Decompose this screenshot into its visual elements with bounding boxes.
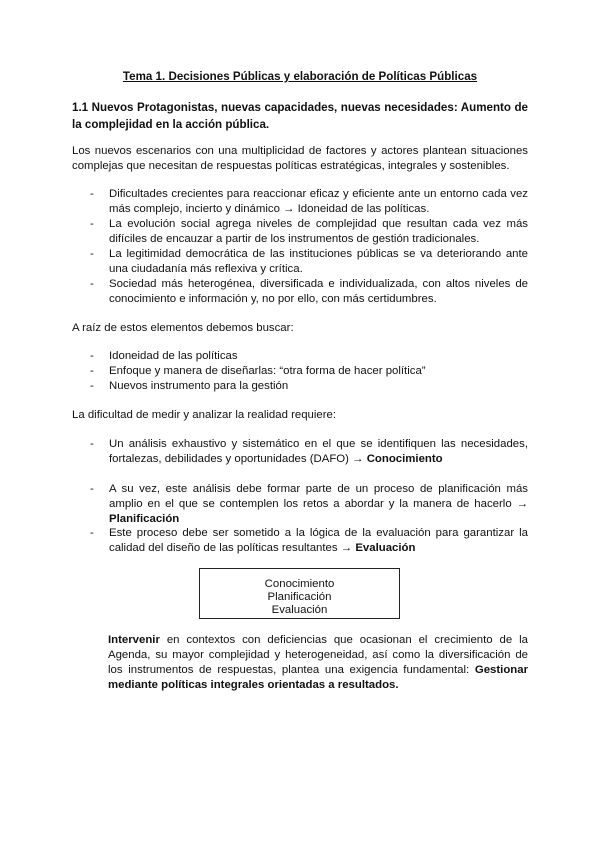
requirement-keyword: Evaluación xyxy=(355,542,416,554)
requirement-item-1 xyxy=(90,437,528,467)
difficulties-list xyxy=(90,187,528,307)
requirement-item-3 xyxy=(90,526,528,556)
box-line: Evaluación xyxy=(271,604,328,616)
requirement-text: Este proceso debe ser sometido a la lógica de la evaluación para garantizar la calidad del diseño de las políticas resultantes → xyxy=(109,527,528,554)
list-item: - Sociedad más heterogénea, diversificada e individualizada, con altos niveles de conocimiento e información y, no por ello, con más certidumbres. xyxy=(90,277,528,307)
list-item xyxy=(90,482,528,527)
closing-text: en contextos con deficiencias que ocasionan el crecimiento de la Agenda, su mayor complejidad y heterogeneidad, así como la diversificación de los instrumentos de respuestas, plantea una exigencia fundamental: xyxy=(108,634,528,676)
search-list xyxy=(90,349,528,394)
requirement-keyword: Planificación xyxy=(109,513,180,525)
box-line: Planificación xyxy=(267,591,332,603)
list-item: - Idoneidad de las políticas xyxy=(90,349,528,364)
requirement-item-2 xyxy=(90,482,528,527)
requirement-text: A su vez, este análisis debe formar parte de un proceso de planificación más amplio en el que se contemplen los retos a abordar y la manera de hacerlo → xyxy=(109,483,528,510)
summary-box xyxy=(199,568,400,619)
search-intro: A raíz de estos elementos debemos buscar: xyxy=(72,322,294,334)
closing-lead: Intervenir xyxy=(108,634,160,646)
intro-paragraph: Los nuevos escenarios con una multiplicidad de factores y actores plantean situaciones complejas que necesitan de respuestas políticas estratégicas, integrales y sostenibles. xyxy=(72,145,528,172)
box-line: Conocimiento xyxy=(264,578,335,590)
requires-intro: La dificultad de medir y analizar la realidad requiere: xyxy=(72,409,337,421)
page-title: Tema 1. Decisiones Públicas y elaboración de Políticas Públicas xyxy=(122,70,478,83)
section-heading: 1.1 Nuevos Protagonistas, nuevas capacidades, nuevas necesidades: Aumento de la complejidad en la acción pública. xyxy=(72,101,528,131)
list-item: - La evolución social agrega niveles de complejidad que resultan cada vez más difíciles de encauzar a partir de los instrumentos de gestión tradicionales. xyxy=(90,217,528,247)
list-item: - Enfoque y manera de diseñarlas: “otra forma de hacer política” xyxy=(90,364,528,379)
list-item: - Dificultades crecientes para reaccionar eficaz y eficiente ante un entorno cada vez más complejo, incierto y dinámico → Idoneidad de las políticas. xyxy=(90,187,528,217)
requirement-keyword: Conocimiento xyxy=(366,453,443,465)
closing-paragraph xyxy=(108,633,528,693)
list-item xyxy=(90,437,528,467)
requirement-text: Un análisis exhaustivo y sistemático en el que se identifiquen las necesidades, fortalezas, debilidades y oportunidades (DAFO) → xyxy=(109,438,528,465)
list-item xyxy=(90,526,528,556)
closing-conclusion: Gestionar mediante políticas integrales orientadas a resultados. xyxy=(108,664,528,691)
list-item: - La legitimidad democrática de las instituciones públicas se va deteriorando ante una ciudadanía más reflexiva y crítica. xyxy=(90,247,528,277)
list-item: - Nuevos instrumento para la gestión xyxy=(90,379,528,394)
